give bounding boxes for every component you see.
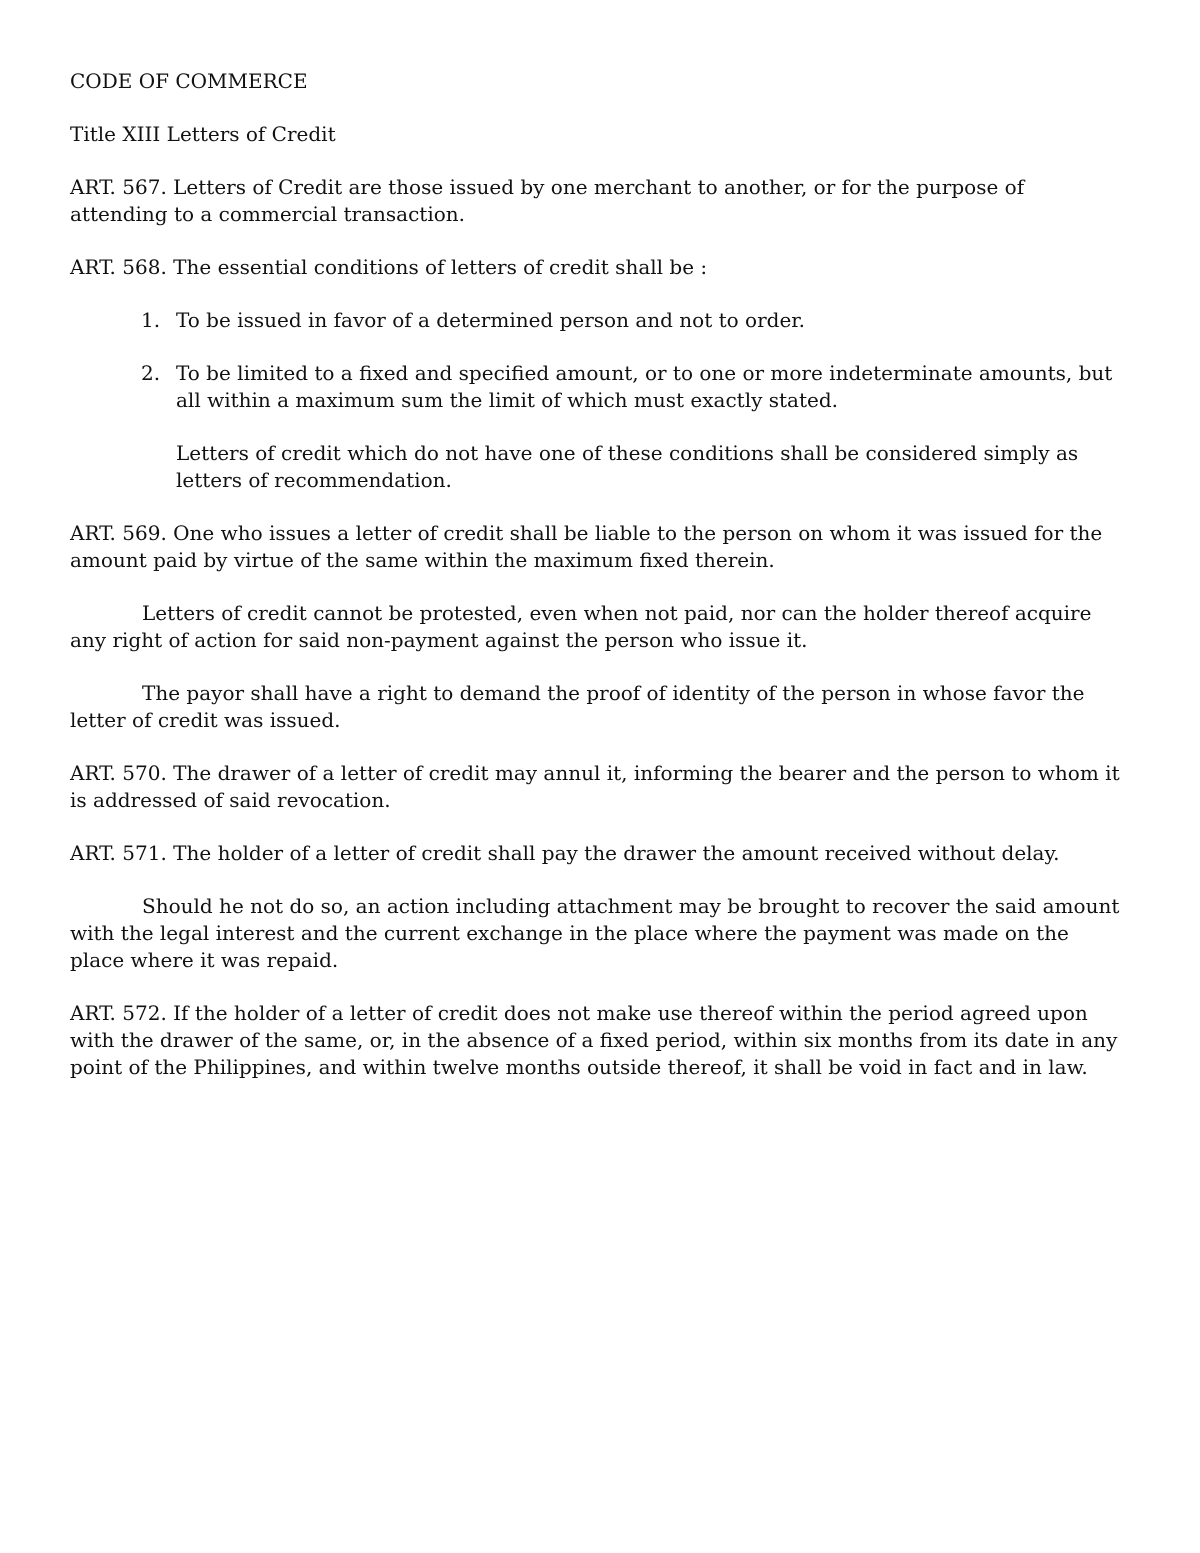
document-heading: CODE OF COMMERCE (70, 69, 308, 93)
article-567: ART. 567. Letters of Credit are those issued by one merchant to another, or for the purpose of attending to a commercial transaction. (70, 175, 1025, 226)
list-item-text: To be limited to a fixed and specified amount, or to one or more indeterminate amounts, but all within a maximum sum the limit of which must exactly stated. (176, 361, 1113, 412)
article-569-paragraph-3: The payor shall have a right to demand the proof of identity of the person in whose favor the letter of credit was issued. (70, 681, 1085, 732)
article-569-paragraph-2: Letters of credit cannot be protested, even when not paid, nor can the holder thereof acquire any right of action for said non-payment against the person who issue it. (70, 601, 1092, 652)
document-page (70, 68, 1125, 1107)
article-570: ART. 570. The drawer of a letter of credit may annul it, informing the bearer and the person to whom it is addressed of said revocation. (70, 761, 1120, 812)
list-item-number: 2. (141, 361, 161, 385)
list-item-number: 1. (141, 308, 161, 332)
article-571: ART. 571. The holder of a letter of credit shall pay the drawer the amount received without delay. (70, 841, 1060, 865)
list-item (141, 307, 1125, 334)
article-572: ART. 572. If the holder of a letter of credit does not make use thereof within the period agreed upon with the drawer of the same, or, in the absence of a fixed period, within six months from its date in any point of the Philippines, and within twelve months outside thereof, it shall be void in fact and in law. (70, 1001, 1118, 1079)
article-568: ART. 568. The essential conditions of letters of credit shall be : (70, 255, 708, 279)
conditions-note: Letters of credit which do not have one of these conditions shall be considered simply as letters of recommendation. (176, 441, 1079, 492)
article-571-paragraph-2: Should he not do so, an action including attachment may be brought to recover the said amount with the legal interest and the current exchange in the place where the payment was made on the place where it was repaid. (70, 894, 1120, 972)
title-line: Title XIII Letters of Credit (70, 122, 336, 146)
conditions-list (70, 307, 1125, 414)
list-item-text: To be issued in favor of a determined person and not to order. (176, 308, 806, 332)
article-569: ART. 569. One who issues a letter of credit shall be liable to the person on whom it was issued for the amount paid by virtue of the same within the maximum fixed therein. (70, 521, 1103, 572)
list-item (141, 360, 1125, 414)
